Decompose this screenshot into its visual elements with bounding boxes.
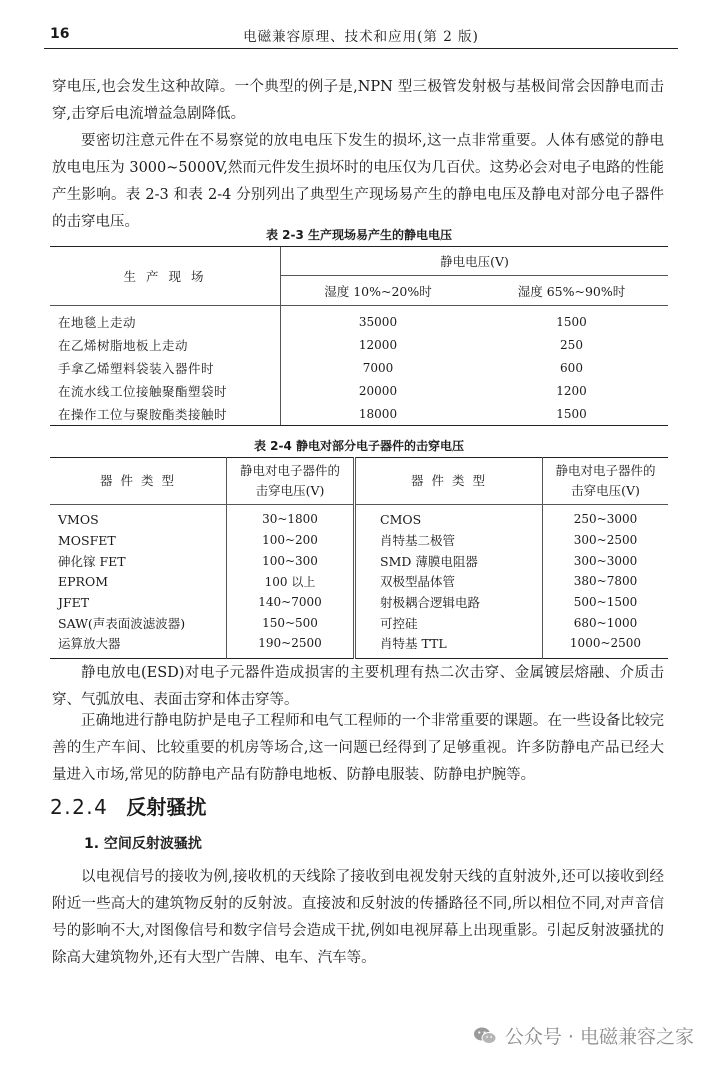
cell-device: JFET: [58, 594, 90, 610]
watermark-text: 公众号 · 电磁兼容之家: [504, 1026, 694, 1048]
cell-voltage: 100~200: [227, 530, 355, 551]
column-header-site: 生 产 现 场: [50, 247, 281, 306]
column-header-voltage-line1: 静电对电子器件的: [239, 463, 340, 478]
column-header-high-humidity: 湿度 65%~90%时: [475, 276, 668, 306]
cell-site: 在流水线工位接触聚酯塑袋时: [58, 383, 228, 399]
paragraph-reflection: 以电视信号的接收为例,接收机的天线除了接收到电视发射天线的直射波外,还可以接收到经附近一些高大的建筑物反射的反射波。直接波和反射波的传播路径不同,所以相位不同,对声音信号的影响不大,对图像信号和数字信号会造成干扰,例如电视屏幕上出现重影。引起反射波骚扰的除高大建筑物外,还有大型广告牌、电车、汽车等。: [52, 869, 664, 966]
cell-voltage: 140~7000: [227, 592, 355, 613]
cell-device: 双极型晶体管: [355, 571, 543, 592]
cell-low-humidity: 20000: [281, 379, 476, 402]
table-row: [50, 592, 668, 613]
cell-device: VMOS: [58, 511, 99, 527]
section-title: 反射骚扰: [126, 795, 207, 819]
cell-low-humidity: 7000: [281, 356, 476, 379]
wechat-icon: [473, 1026, 497, 1046]
table-row: [50, 530, 668, 551]
column-header-voltage-line2: 击穿电压(V): [255, 483, 325, 498]
cell-low-humidity: 18000: [281, 402, 476, 426]
page-number: 16: [50, 26, 70, 42]
cell-device: 砷化镓 FET: [58, 553, 126, 569]
cell-site: 在操作工位与聚胺酯类接触时: [50, 402, 281, 426]
cell-site: 在地毯上走动: [58, 314, 137, 330]
subsection-heading: 1. 空间反射波骚扰: [84, 836, 202, 852]
cell-high-humidity: 600: [560, 360, 583, 375]
cell-voltage: 250~3000: [543, 505, 669, 530]
paragraph-esd-mechanism: 静电放电(ESD)对电子元器件造成损害的主要机理有热二次击穿、金属镀层熔融、介质击穿、气弧放电、表面击穿和体击穿等。: [52, 665, 664, 708]
cell-device: 肖特基 TTL: [355, 633, 543, 658]
cell-device: SAW(声表面波滤波器): [58, 615, 186, 631]
column-header-device-right: 器 件 类 型: [355, 458, 543, 505]
column-header-voltage-left: [227, 458, 355, 505]
cell-device: CMOS: [355, 505, 543, 530]
cell-device: EPROM: [58, 573, 108, 589]
table-row: [50, 402, 668, 426]
cell-voltage: 100 以上: [227, 571, 355, 592]
column-header-voltage-line2: 击穿电压(V): [571, 483, 640, 498]
paragraph-continued: 穿电压,也会发生这种故障。一个典型的例子是,NPN 型三极管发射极与基极间常会因静电而击穿,击穿后电流增益急剧降低。: [52, 79, 664, 122]
column-header-device-left: 器 件 类 型: [50, 458, 227, 505]
table-row: [50, 612, 668, 633]
table-row: [50, 505, 668, 530]
section-number: 2.2.4: [50, 795, 109, 819]
running-header: [44, 22, 678, 49]
cell-voltage: 300~3000: [543, 550, 669, 571]
table-row: [50, 550, 668, 571]
column-header-low-humidity: 湿度 10%~20%时: [281, 276, 476, 306]
cell-voltage: 300~2500: [543, 530, 669, 551]
column-header-voltage-right: [543, 458, 669, 505]
cell-device: 射极耦合逻辑电路: [355, 592, 543, 613]
table-2-4-caption: 表 2-4 静电对部分电子器件的击穿电压: [253, 439, 465, 453]
table-2-4: [50, 457, 668, 659]
cell-device: SMD 薄膜电阻器: [355, 550, 543, 571]
table-row: [50, 379, 668, 402]
cell-site: 手拿乙烯塑料袋装入器件时: [58, 360, 215, 376]
cell-voltage: 190~2500: [227, 633, 355, 658]
table-row: [50, 571, 668, 592]
table-2-3-caption: 表 2-3 生产现场易产生的静电电压: [265, 228, 453, 242]
table-2-3: [50, 246, 668, 426]
watermark: [473, 1022, 694, 1049]
paragraph-esd-damage: 要密切注意元件在不易察觉的放电电压下发生的损坏,这一点非常重要。人体有感觉的静电放电电压为 3000~5000V,然而元件发生损坏时的电压仅为几百伏。这势必会对电子电路的性能产生影响。表 2-3 和表 2-4 分别列出了典型生产现场易产生的静电电压及静电对部分电子器件的击穿电压。: [52, 133, 664, 230]
cell-high-humidity: 1500: [556, 314, 587, 329]
cell-voltage: 380~7800: [543, 571, 669, 592]
cell-low-humidity: 35000: [281, 306, 476, 334]
section-heading: [50, 791, 206, 820]
cell-high-humidity: 250: [560, 337, 583, 352]
column-header-voltage-line1: 静电对电子器件的: [555, 463, 656, 478]
cell-voltage: 680~1000: [543, 612, 669, 633]
cell-voltage: 100~300: [227, 550, 355, 571]
cell-high-humidity: 1200: [556, 383, 587, 398]
cell-site: 在乙烯树脂地板上走动: [58, 337, 189, 353]
cell-device: 运算放大器: [58, 636, 121, 652]
cell-voltage: 500~1500: [543, 592, 669, 613]
cell-high-humidity: 1500: [475, 402, 668, 426]
table-row: [50, 333, 668, 356]
table-row: [50, 306, 668, 334]
book-title: 电磁兼容原理、技术和应用(第 2 版): [243, 29, 479, 45]
table-row: [50, 356, 668, 379]
cell-device: 可控硅: [355, 612, 543, 633]
cell-voltage: 30~1800: [227, 505, 355, 530]
cell-device: 肖特基二极管: [355, 530, 543, 551]
cell-device: MOSFET: [58, 532, 116, 548]
table-row: [50, 633, 668, 658]
cell-voltage: 150~500: [227, 612, 355, 633]
paragraph-esd-protection: 正确地进行静电防护是电子工程师和电气工程师的一个非常重要的课题。在一些设备比较完善的生产车间、比较重要的机房等场合,这一问题已经得到了足够重视。许多防静电产品已经大量进入市场,常见的防静电产品有防静电地板、防静电服装、防静电护腕等。: [52, 713, 664, 783]
cell-low-humidity: 12000: [281, 333, 476, 356]
cell-voltage: 1000~2500: [543, 633, 669, 658]
column-header-voltage: 静电电压(V): [281, 247, 669, 276]
